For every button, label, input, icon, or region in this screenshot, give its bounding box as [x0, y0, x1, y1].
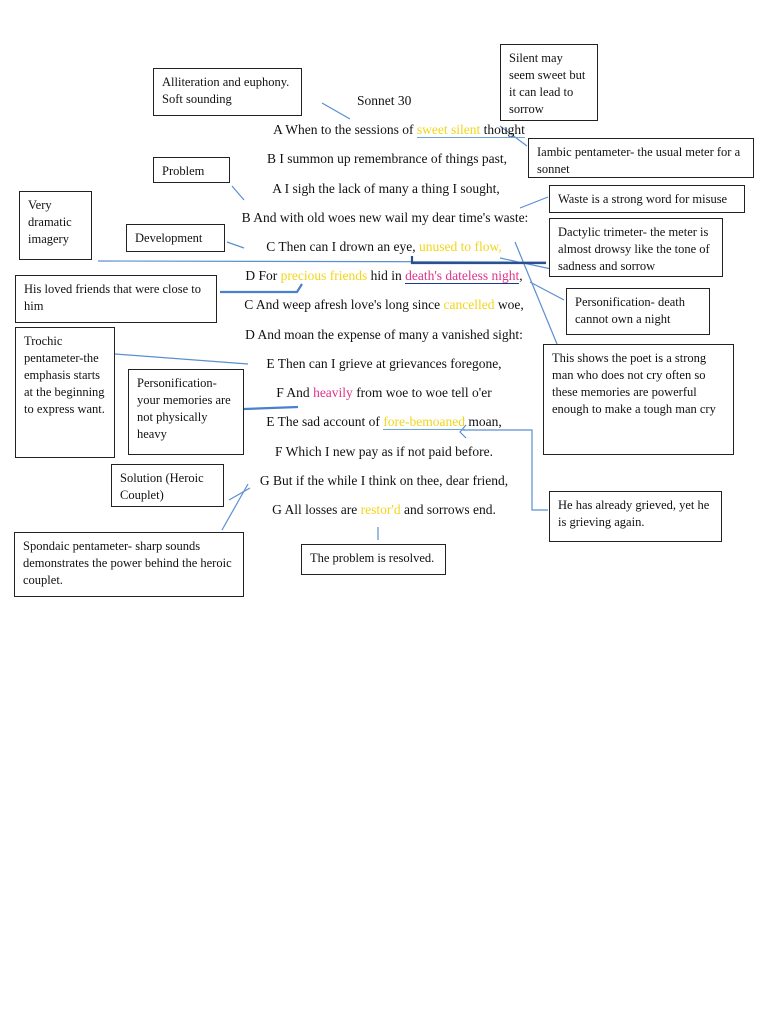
note-personification-memories: Personification- your memories are not physically heavy [128, 369, 244, 455]
note-solution: Solution (Heroic Couplet) [111, 464, 224, 507]
poem-line: F Which I new pay as if not paid before. [275, 444, 493, 459]
note-trochic: Trochic pentameter-the emphasis starts at the beginning to express want. [15, 327, 115, 458]
poem-line: D And moan the expense of many a vanished sight: [245, 327, 523, 342]
note-problem: Problem [153, 157, 230, 183]
poem-line: A When to the sessions of sweet silent thought [273, 122, 525, 137]
poem-line: D For precious friends hid in death's dateless night, [245, 268, 523, 283]
note-personification-death: Personification- death cannot own a night [566, 288, 710, 335]
poem-line: E Then can I grieve at grievances foregone, [266, 356, 502, 371]
note-spondaic: Spondaic pentameter- sharp sounds demonstrates the power behind the heroic couplet. [14, 532, 244, 597]
poem-line: B I summon up remembrance of things past, [267, 151, 507, 166]
note-development: Development [126, 224, 225, 252]
poem-line: E The sad account of fore-bemoaned moan, [266, 414, 502, 429]
note-alliteration: Alliteration and euphony. Soft sounding [153, 68, 302, 116]
note-silent: Silent may seem sweet but it can lead to sorrow [500, 44, 598, 121]
poem-line: G All losses are restor'd and sorrows end. [272, 502, 496, 517]
poem-line: B And with old woes new wail my dear time's waste: [241, 210, 529, 225]
note-already-grieved: He has already grieved, yet he is grieving again. [549, 491, 722, 542]
poem-line: G But if the while I think on thee, dear friend, [259, 473, 509, 488]
poem-line: A I sigh the lack of many a thing I sought, [272, 181, 500, 196]
note-resolved: The problem is resolved. [301, 544, 446, 575]
poem-line: C Then can I drown an eye, unused to flow, [266, 239, 502, 254]
poem-title: Sonnet 30 [357, 93, 412, 108]
note-very-dramatic: Very dramatic imagery [19, 191, 92, 260]
poem-line: F And heavily from woe to woe tell o'er [276, 385, 492, 400]
poem-line: C And weep afresh love's long since cancelled woe, [244, 297, 524, 312]
note-dactylic: Dactylic trimeter- the meter is almost drowsy like the tone of sadness and sorrow [549, 218, 723, 277]
note-strong-man: This shows the poet is a strong man who does not cry often so these memories are powerful enough to make a tough man cry [543, 344, 734, 455]
note-iambic: Iambic pentameter- the usual meter for a sonnet [528, 138, 754, 178]
note-loved-friends: His loved friends that were close to him [15, 275, 217, 323]
note-waste: Waste is a strong word for misuse [549, 185, 745, 213]
